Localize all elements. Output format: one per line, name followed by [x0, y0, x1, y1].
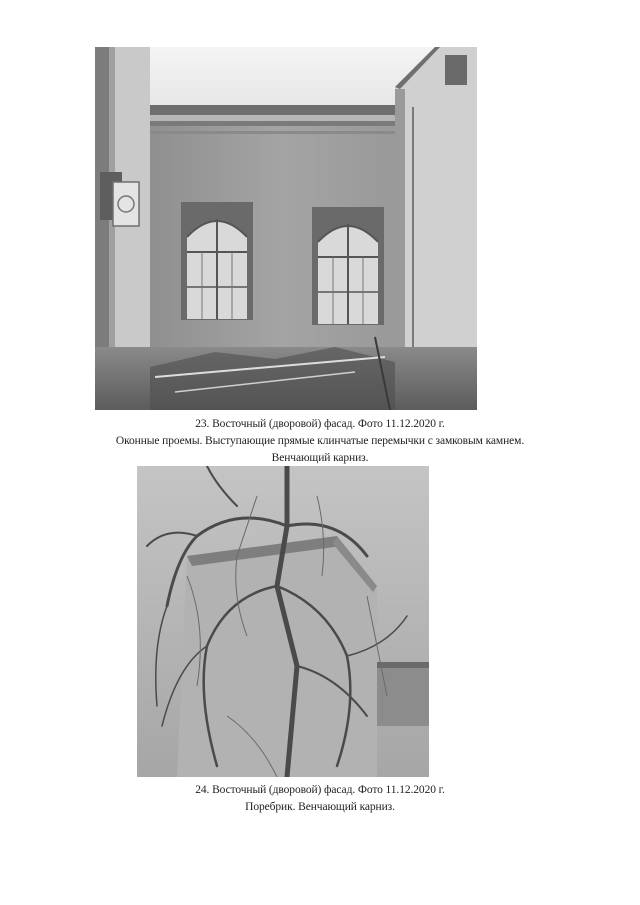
figure-23-description-line: Венчающий карниз. [271, 452, 369, 464]
facade-photo-23 [95, 47, 477, 410]
figure-24-description-line: Поребрик. Венчающий карниз. [245, 801, 395, 813]
figure-23-caption-block [0, 416, 640, 467]
facade-photo-24 [137, 466, 429, 777]
figure-23-description-line: Оконные проемы. Выступающие прямые клинчатые перемычки с замковым камнем. [115, 435, 525, 447]
figure-24-caption: 24. Восточный (дворовой) фасад. Фото 11.12.2020 г. [195, 784, 445, 796]
figure-24-caption-block [0, 782, 640, 816]
figure-23-caption: 23. Восточный (дворовой) фасад. Фото 11.12.2020 г. [195, 418, 445, 430]
